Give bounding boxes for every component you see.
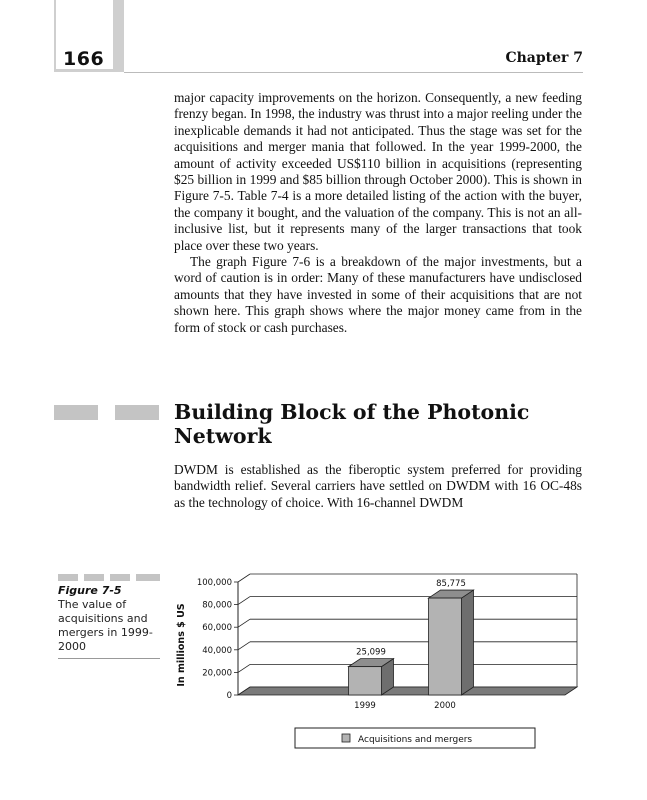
y-tick-label: 80,000 (202, 600, 232, 611)
data-label-2000: 85,775 (436, 579, 466, 590)
bar-2000 (429, 590, 474, 695)
bar-front (429, 598, 462, 695)
y-tick-label: 40,000 (202, 645, 232, 656)
section-paragraph: DWDM is established as the fiberoptic system preferred for providing bandwidth relief. Several carriers have settled on DWDM with 16 OC-48s as the technology of choice. With 16-channel DWDM (174, 462, 582, 510)
chart-grid (238, 574, 577, 695)
chart-floor (238, 687, 577, 695)
chart-legend (295, 728, 535, 748)
y-tick-label: 60,000 (202, 623, 232, 634)
chapter-label: Chapter 7 (505, 50, 583, 66)
gridline-depth (238, 642, 250, 650)
figure-caption: The value of acquisitions and mergers in 1999-2000 (58, 598, 153, 653)
legend-swatch (342, 734, 350, 742)
figure-marker-1 (58, 574, 78, 581)
figure-label: Figure 7-5 (58, 584, 122, 597)
x-tick-label-1999: 1999 (354, 701, 376, 711)
section-marker-2 (115, 405, 159, 420)
figure-caption-rule (58, 658, 160, 659)
body-text (174, 90, 582, 336)
paragraph-2: The graph Figure 7-6 is a breakdown of the major investments, but a word of caution is in order: Many of these manufacturers have undisclosed amounts that they have invested in some of their acquisitions that are not shown here. This graph shows where the major money came from in the form of stock or cash purchases. (174, 254, 582, 335)
gridline-depth (238, 619, 250, 627)
figure-marker-3 (110, 574, 130, 581)
chart-ticks (197, 578, 238, 701)
page-number: 166 (63, 48, 105, 70)
figure-marker-2 (84, 574, 104, 581)
y-tick-label: 0 (226, 691, 232, 701)
legend-label: Acquisitions and mergers (358, 735, 473, 745)
y-tick-label: 100,000 (196, 578, 232, 588)
y-tick-label: 20,000 (202, 668, 232, 679)
section-body (174, 462, 582, 511)
y-axis-label: In millions $ US (176, 603, 187, 687)
data-label-1999: 25,099 (356, 647, 386, 658)
gridline-depth (238, 574, 250, 582)
section-marker-1 (54, 405, 98, 420)
chart-bars (349, 590, 474, 695)
section-heading: Building Block of the Photonic Network (174, 400, 530, 448)
gridline-depth (238, 597, 250, 605)
chart-floor-plane (238, 687, 577, 695)
bar-side (462, 590, 474, 695)
x-tick-label-2000: 2000 (434, 701, 456, 711)
header-rule (124, 72, 583, 73)
gridline-depth (238, 664, 250, 672)
bar-1999 (349, 659, 394, 695)
figure-marker-4 (136, 574, 160, 581)
bar-front (349, 667, 382, 695)
paragraph-1: major capacity improvements on the horizon. Consequently, a new feeding frenzy began. In 1998, the industry was thrust into a major reeling under the inexplicable demands it had not anticipated. Thus the stage was set for the acquisitions and merger mania that followed. In the year 1999-2000, the amount of activity exceeded US$110 billion in acquisitions (representing $25 billion in 1999 and $85 billion through October 2000). This is shown in Figure 7-5. Table 7-4 is a more detailed listing of the action with the buyer, the company it bought, and the valuation of the company. This is not an all-inclusive list, but it represents many of the larger transactions that took place over these two years. (174, 90, 582, 253)
acquisitions-chart (170, 570, 590, 755)
